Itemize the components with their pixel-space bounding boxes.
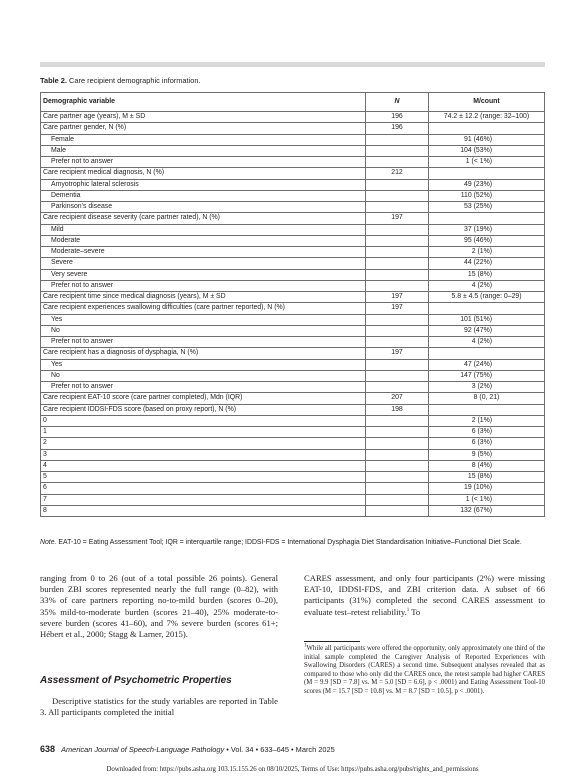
cell-mcount: 101 (51%) (429, 314, 545, 325)
cell-mcount: 8 (0, 21) (429, 393, 545, 404)
cell-mcount (429, 213, 545, 224)
cell-n (366, 427, 429, 438)
cell-variable: Care partner age (years), M ± SD (41, 112, 366, 123)
cell-variable: 0 (41, 415, 366, 426)
cell-mcount: 6 (3%) (429, 438, 545, 449)
cell-n (366, 415, 429, 426)
cell-mcount: 91 (46%) (429, 134, 545, 145)
body-paragraph-right (304, 573, 545, 618)
cell-mcount: 37 (19%) (429, 224, 545, 235)
right-column-para1 (304, 573, 545, 618)
cell-variable: Care recipient EAT-10 score (care partner completed), Mdn (IQR) (41, 393, 366, 404)
table-row (41, 483, 545, 494)
table-row (41, 112, 545, 123)
page-number: 638 (40, 744, 56, 754)
table-row (41, 427, 545, 438)
table-row (41, 134, 545, 145)
cell-mcount: 15 (8%) (429, 472, 545, 483)
table-header-row (41, 93, 545, 112)
table-row (41, 280, 545, 291)
cell-n (366, 202, 429, 213)
cell-mcount: 2 (1%) (429, 415, 545, 426)
cell-n: 197 (366, 303, 429, 314)
table-row (41, 325, 545, 336)
cell-variable: Care recipient time since medical diagnosis (years), M ± SD (41, 292, 366, 303)
table-row (41, 505, 545, 516)
cell-n: 197 (366, 348, 429, 359)
cell-variable: Moderate–severe (41, 247, 366, 258)
journal-details: • Vol. 34 • 633–645 • March 2025 (224, 745, 335, 754)
cell-variable: Yes (41, 359, 366, 370)
table-row (41, 494, 545, 505)
cell-n: 207 (366, 393, 429, 404)
table-row (41, 247, 545, 258)
cell-n: 197 (366, 213, 429, 224)
cell-variable: Care partner gender, N (%) (41, 123, 366, 134)
cell-mcount: 132 (67%) (429, 505, 545, 516)
cell-variable: 7 (41, 494, 366, 505)
cell-variable: No (41, 370, 366, 381)
footnote-ref: 1 (406, 607, 410, 613)
cell-variable: Moderate (41, 235, 366, 246)
cell-n: 196 (366, 123, 429, 134)
cell-mcount: 15 (8%) (429, 269, 545, 280)
cell-n: 198 (366, 404, 429, 415)
cell-mcount: 47 (24%) (429, 359, 545, 370)
cell-mcount: 5.8 ± 4.5 (range: 0–29) (429, 292, 545, 303)
table-row (41, 303, 545, 314)
cell-mcount: 1 (< 1%) (429, 494, 545, 505)
cell-variable: Dementia (41, 190, 366, 201)
table-row (41, 472, 545, 483)
table-caption (40, 76, 201, 85)
table-row (41, 449, 545, 460)
table-row (41, 348, 545, 359)
cell-n (366, 382, 429, 393)
body-paragraph: ranging from 0 to 26 (out of a total possible 26 points). General burden ZBI scores represented nearly the full range (0–82), with 33% of care partners reporting no-to-mild burden (scores 0–20), 35% mild-to-moderate burden (scores 21–40), 25% moderate-to-severe burden (scores 41–60), and 7% severe burden (scores 61+; Hébert et al., 2000; Stagg & Larner, 2015). (40, 573, 278, 640)
left-column-para2 (40, 696, 278, 718)
right-text: CARES assessment, and only four participants (2%) were missing EAT-10, IDDSI-FDS, and ZBI criterion data. A subset of 66 participants (31%) completed the second CARES assessment to evaluate test–retest reliability. (304, 573, 545, 617)
cell-variable: Severe (41, 258, 366, 269)
cell-variable: Male (41, 145, 366, 156)
cell-mcount: 3 (2%) (429, 382, 545, 393)
section-heading: Assessment of Psychometric Properties (40, 675, 232, 686)
cell-n (366, 247, 429, 258)
cell-n (366, 145, 429, 156)
table-row (41, 370, 545, 381)
cell-n (366, 235, 429, 246)
table-body (41, 112, 545, 517)
cell-n (366, 280, 429, 291)
cell-variable: 3 (41, 449, 366, 460)
journal-name: American Journal of Speech-Language Pathology (61, 745, 225, 754)
cell-mcount: 74.2 ± 12.2 (range: 32–100) (429, 112, 545, 123)
cell-mcount: 95 (46%) (429, 235, 545, 246)
cell-n (366, 359, 429, 370)
footnote-mark: 1 (304, 643, 307, 649)
cell-mcount: 19 (10%) (429, 483, 545, 494)
cell-variable: 6 (41, 483, 366, 494)
cell-variable: Mild (41, 224, 366, 235)
cell-n (366, 438, 429, 449)
table-row (41, 157, 545, 168)
cell-n (366, 314, 429, 325)
cell-n (366, 460, 429, 471)
body-paragraph: Descriptive statistics for the study variables are reported in Table 3. All participants completed the initial (40, 696, 278, 718)
cell-n: 212 (366, 168, 429, 179)
table-row (41, 235, 545, 246)
table-row (41, 415, 545, 426)
cell-n: 196 (366, 112, 429, 123)
cell-variable: Prefer not to answer (41, 280, 366, 291)
cell-n (366, 190, 429, 201)
cell-n (366, 134, 429, 145)
cell-mcount: 9 (5%) (429, 449, 545, 460)
cell-mcount: 2 (1%) (429, 247, 545, 258)
cell-n (366, 472, 429, 483)
cell-n (366, 157, 429, 168)
footnote-rule (304, 641, 360, 642)
cell-variable: Yes (41, 314, 366, 325)
table-row (41, 382, 545, 393)
cell-n (366, 483, 429, 494)
table-row (41, 393, 545, 404)
left-column-para1 (40, 573, 278, 640)
table-row (41, 359, 545, 370)
cell-variable: 8 (41, 505, 366, 516)
table-caption-text: Care recipient demographic information. (69, 76, 201, 85)
cell-n: 197 (366, 292, 429, 303)
cell-variable: Amyotrophic lateral sclerosis (41, 179, 366, 190)
download-notice: Downloaded from: https://pubs.asha.org 103.15.155.26 on 08/10/2025, Terms of Use: https://pubs.asha.org/pubs/rights_and_permissions (106, 766, 479, 773)
table-row (41, 269, 545, 280)
cell-n (366, 224, 429, 235)
cell-mcount: 92 (47%) (429, 325, 545, 336)
cell-mcount: 104 (53%) (429, 145, 545, 156)
table-row (41, 224, 545, 235)
cell-mcount (429, 168, 545, 179)
cell-mcount (429, 303, 545, 314)
cell-n (366, 505, 429, 516)
table-row (41, 213, 545, 224)
cell-variable: Care recipient experiences swallowing difficulties (care partner reported), N (%) (41, 303, 366, 314)
cell-n (366, 325, 429, 336)
header-variable: Demographic variable (41, 93, 366, 112)
cell-variable: Parkinson's disease (41, 202, 366, 213)
cell-variable: No (41, 325, 366, 336)
table-row (41, 438, 545, 449)
table-row (41, 258, 545, 269)
cell-variable: Prefer not to answer (41, 157, 366, 168)
cell-mcount: 6 (3%) (429, 427, 545, 438)
header-mcount: M/count (429, 93, 545, 112)
table-row (41, 145, 545, 156)
cell-mcount: 44 (22%) (429, 258, 545, 269)
cell-mcount (429, 123, 545, 134)
cell-variable: Prefer not to answer (41, 382, 366, 393)
cell-mcount: 4 (2%) (429, 280, 545, 291)
footnote (304, 645, 545, 696)
cell-variable: Very severe (41, 269, 366, 280)
note-label: Note. (40, 539, 57, 546)
cell-variable: Care recipient medical diagnosis, N (%) (41, 168, 366, 179)
cell-variable: 2 (41, 438, 366, 449)
cell-variable: Female (41, 134, 366, 145)
table-row (41, 190, 545, 201)
cell-mcount: 53 (25%) (429, 202, 545, 213)
cell-mcount: 1 (< 1%) (429, 157, 545, 168)
cell-mcount: 8 (4%) (429, 460, 545, 471)
table-row (41, 292, 545, 303)
top-rule (40, 62, 545, 67)
table-row (41, 202, 545, 213)
page-footer (40, 744, 335, 754)
cell-variable: Prefer not to answer (41, 337, 366, 348)
cell-variable: 4 (41, 460, 366, 471)
cell-variable: 1 (41, 427, 366, 438)
cell-mcount: 4 (2%) (429, 337, 545, 348)
cell-variable: Care recipient IDDSI-FDS score (based on proxy report), N (%) (41, 404, 366, 415)
cell-n (366, 494, 429, 505)
table-row (41, 179, 545, 190)
cell-mcount (429, 404, 545, 415)
demographics-table (40, 92, 545, 517)
table-row (41, 337, 545, 348)
cell-mcount (429, 348, 545, 359)
cell-n (366, 269, 429, 280)
table-row (41, 460, 545, 471)
header-n: N (366, 93, 429, 112)
footnote-text: While all participants were offered the opportunity, only approximately one third of the initial sample completed the Caregiver Analysis of Reported Experiences with Swallowing Disorders (CARES) a second time. Subsequent analyses revealed that as compared to those who only did the CARES once, the retest sample had higher CARES (M = 9.9 [SD = 7.8] vs. M = 5.0 [SD = 6.6], p < .0001) and Eating Assessment Tool-10 scores (M = 15.7 [SD = 10.8] vs. M = 8.7 [SD = 10.5], p < .0001). (304, 645, 545, 695)
cell-n (366, 258, 429, 269)
table-row (41, 314, 545, 325)
cell-n (366, 179, 429, 190)
table-row (41, 404, 545, 415)
table-row (41, 123, 545, 134)
table-note (40, 538, 545, 547)
cell-n (366, 337, 429, 348)
cell-variable: Care recipient has a diagnosis of dysphagia, N (%) (41, 348, 366, 359)
cell-mcount: 110 (52%) (429, 190, 545, 201)
note-text: EAT-10 = Eating Assessment Tool; IQR = interquartile range; IDDSI-FDS = International Dysphagia Diet Standardisation Initiative–Functional Diet Scale. (58, 539, 522, 546)
cell-n (366, 370, 429, 381)
right-text-end: To (409, 606, 421, 617)
table-caption-label: Table 2. (40, 76, 67, 85)
cell-variable: 5 (41, 472, 366, 483)
cell-mcount: 49 (23%) (429, 179, 545, 190)
cell-n (366, 449, 429, 460)
cell-variable: Care recipient disease severity (care partner rated), N (%) (41, 213, 366, 224)
table-row (41, 168, 545, 179)
cell-mcount: 147 (75%) (429, 370, 545, 381)
